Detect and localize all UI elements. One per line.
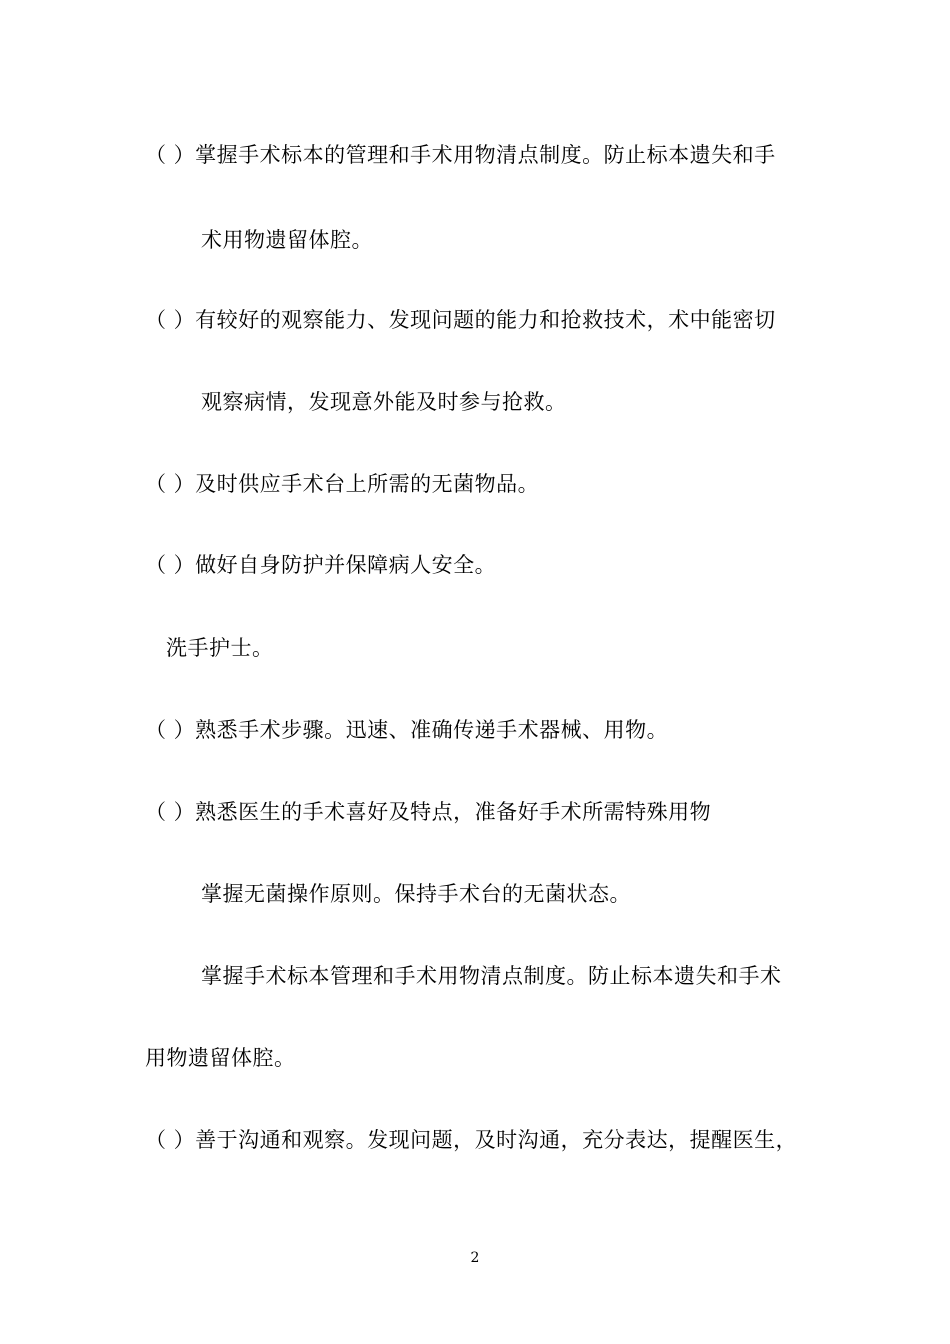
text-line: 掌握手术标本管理和手术用物清点制度。防止标本遗失和手术 (201, 964, 782, 988)
text-line: （ ）熟悉医生的手术喜好及特点，准备好手术所需特殊用物 (145, 800, 712, 824)
text-line: 术用物遗留体腔。 (201, 228, 373, 252)
text-line: （ ）善于沟通和观察。发现问题，及时沟通，充分表达，提醒医生， (145, 1128, 798, 1152)
text-line: （ ）掌握手术标本的管理和手术用物清点制度。防止标本遗失和手 (145, 143, 776, 167)
text-line: 观察病情，发现意外能及时参与抢救。 (201, 390, 567, 414)
text-line: （ ）熟悉手术步骤。迅速、准确传递手术器械、用物。 (145, 718, 669, 742)
text-line: （ ）有较好的观察能力、发现问题的能力和抢救技术，术中能密切 (145, 308, 776, 332)
text-line: （ ）及时供应手术台上所需的无菌物品。 (145, 472, 540, 496)
text-line: 用物遗留体腔。 (145, 1046, 296, 1070)
page-number: 2 (470, 1250, 480, 1266)
text-line: 掌握无菌操作原则。保持手术台的无菌状态。 (201, 882, 631, 906)
section-heading: 洗手护士。 (166, 636, 274, 660)
text-line: （ ）做好自身防护并保障病人安全。 (145, 553, 497, 577)
